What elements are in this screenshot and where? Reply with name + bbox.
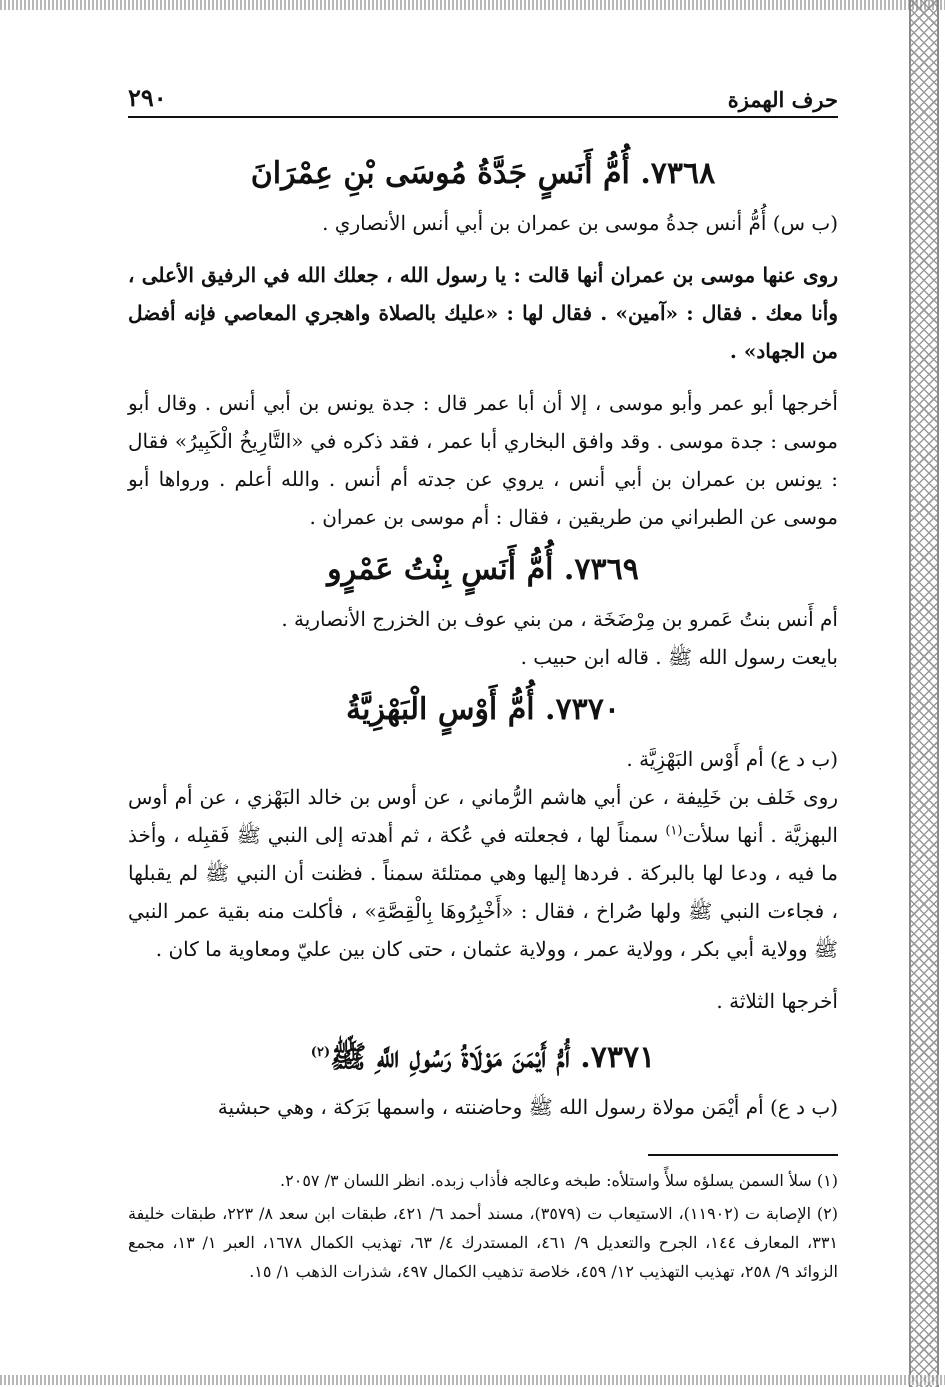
entry-7370-narration-start: روى خَلف بن خَلِيفة ، عن أبي هاشم الرُّماني ، عن أوس بن خالد البَهْزي ، عن أم أوس البهزيَّة . أنها سلأت (128, 785, 838, 847)
decorative-border-side (909, 0, 939, 1387)
entry-7369-note: بايعت رسول الله ﷺ . قاله ابن حبيب . (520, 645, 838, 669)
page-content (128, 78, 838, 1290)
page-number: ٢٩٠ (128, 83, 167, 112)
decorative-border-bottom (0, 1375, 945, 1385)
entry-7368-sources: أخرجها أبو عمر وأبو موسى ، إلا أن أبا عمر قال : جدة يونس بن أبي أنس . وقال أبو موسى : جدة موسى . وقد وافق البخاري أبا عمر ، فقد ذكره في «التَّارِيخُ الْكَبِيرُ» فقال : يونس بن عمران بن أبي أنس ، يروي عن جدته أم أنس . والله أعلم . ورواها أبو موسى عن الطبراني من طريقين ، فقال : أم موسى بن عمران . (128, 391, 838, 529)
running-head (128, 78, 838, 118)
entry-7370-sources: أخرجها الثلاثة . (716, 989, 838, 1013)
entry-title-7371 (128, 1036, 838, 1080)
entry-title-7369: ٧٣٦٩. أُمُّ أَنَسٍ بِنْتُ عَمْرٍو (327, 552, 639, 587)
decorative-border-top (0, 0, 945, 10)
entry-7371-title-text: ٧٣٧١. أُمُّ أَيْمَنَ مَوْلَاةُ رَسُولِ اللَّهِ ﷺ (330, 1040, 656, 1075)
entry-7370-narration-rest: سمناً لها ، فجعلته في عُكة ، ثم أهدته إلى النبي ﷺ فَقبِله ، وأخذ ما فيه ، ودعا لها بالبركة . فردها إليها وهي ممتلئة سمناً . فظنت أن النبي ﷺ لم يقبلها ، فجاءت النبي ﷺ ولها صُراخ ، فقال : «أَخْبِرُوهَا بِالْقِصَّةِ» ، فأكلت منه بقية عمر النبي ﷺ وولاية أبي بكر ، وولاية عمر ، وولاية عثمان ، حتى كان بين عليّ ومعاوية ما كان . (128, 823, 838, 961)
section-title: حرف الهمزة (727, 87, 838, 112)
entry-7371-intro: (ب د ع) أم أيْمَن مولاة رسول الله ﷺ وحاضنته ، واسمها بَرَكة ، وهي حبشية (217, 1095, 838, 1119)
entry-title-7370: ٧٣٧٠. أُمُّ أَوْسٍ الْبَهْزِيَّةُ (346, 692, 620, 727)
entry-7370-narration (128, 778, 838, 968)
footnote-2: (٢) الإصابة ت (١١٩٠٢)، الاستيعاب ت (٣٥٧٩)، مسند أحمد ٦/ ٤٢١، طبقات ابن سعد ٨/ ٢٢٣، طبقات خليفة ٣٣١، المعارف ١٤٤، الجرح والتعديل ٩/ ٤٦١، المستدرك ٤/ ٦٣، تهذيب الكمال ١٦٧٨، العبر ١/ ١٣، مجمع الزوائد ٩/ ٢٥٨، تهذيب التهذيب ١٢/ ٤٥٩، خلاصة تذهيب الكمال ٤٩٧، شذرات الذهب ١/ ١٥. (128, 1204, 839, 1281)
footnote-divider (648, 1154, 838, 1156)
footnote-1: (١) سلأ السمن يسلؤه سلأً واستلأه: طبخه وعالجه فأذاب زبده. انظر اللسان ٣/ ٢٠٥٧. (280, 1171, 838, 1190)
entry-7370-intro: (ب د ع) أم أَوْس البَهْزِيَّة . (626, 747, 838, 771)
entry-7369-intro: أم أَنس بنتُ عَمرو بن مِرْضَخَة ، من بني عوف بن الخزرج الأنصارية . (281, 607, 838, 631)
entry-7368-narration: روى عنها موسى بن عمران أنها قالت : يا رسول الله ، جعلك الله في الرفيق الأعلى ، وأنا معك . فقال : «آمين» . فقال لها : «عليك بالصلاة واهجري المعاصي فإنه أفضل من الجهاد» . (128, 263, 838, 363)
footnote-marker-2[interactable]: (٢) (310, 1045, 331, 1060)
entry-7368-intro: (ب س) أُمُّ أنس جدةُ موسى بن عمران بن أبي أنس الأنصاري . (322, 211, 838, 235)
footnote-marker-1[interactable]: (١) (665, 823, 683, 839)
entry-title-7368: ٧٣٦٨. أُمُّ أَنَسٍ جَدَّةُ مُوسَى بْنِ عِمْرَانَ (250, 156, 716, 191)
